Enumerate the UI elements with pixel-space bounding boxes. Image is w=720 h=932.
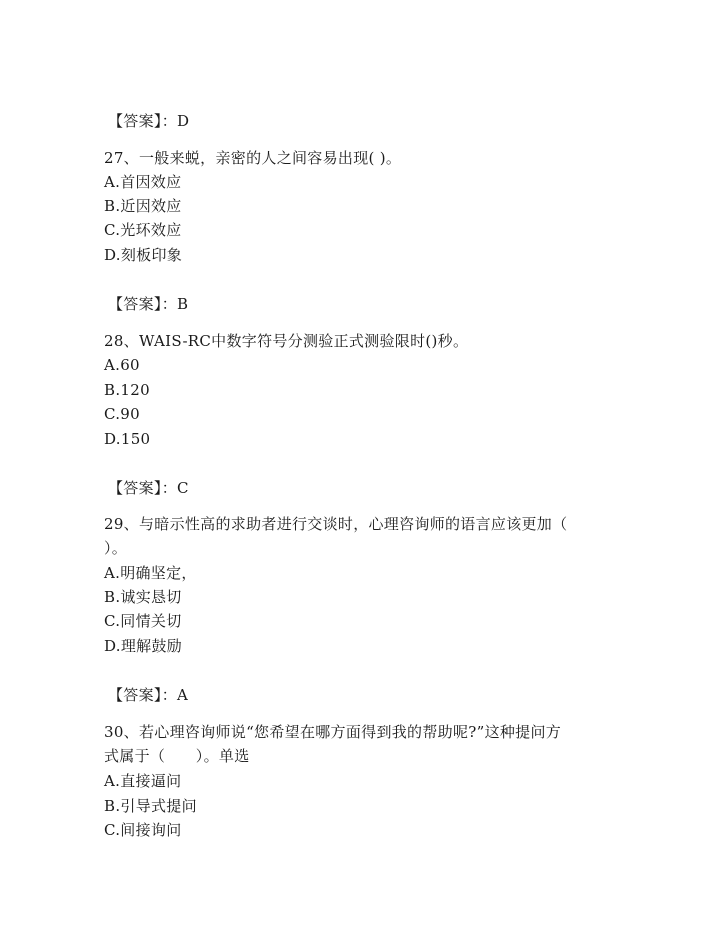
answer-label: 【答案】：C bbox=[108, 479, 189, 497]
question-27-option-c: C.光环效应 bbox=[104, 221, 182, 239]
answer-label: 【答案】：B bbox=[108, 295, 189, 313]
question-28-option-c: C.90 bbox=[104, 405, 140, 423]
question-30-option-c: C.间接询问 bbox=[104, 821, 182, 839]
question-30-text-line-1: 30、若心理咨询师说“您希望在哪方面得到我的帮助呢?”这种提问方 bbox=[104, 723, 562, 741]
question-29-option-d: D.理解鼓励 bbox=[104, 637, 183, 655]
question-28-text: 28、WAIS-RC中数字符号分测验正式测验限时()秒。 bbox=[104, 332, 469, 350]
question-28-option-d: D.150 bbox=[104, 430, 151, 448]
question-30-text-line-2: 式属于（ ）。单选 bbox=[104, 747, 250, 765]
question-28-option-a: A.60 bbox=[104, 356, 140, 374]
question-29-option-a: A.明确坚定， bbox=[104, 564, 197, 582]
question-29-text-line-2: ）。 bbox=[104, 539, 128, 557]
question-30-option-b: B.引导式提问 bbox=[104, 797, 197, 815]
question-27-option-a: A.首因效应 bbox=[104, 173, 182, 191]
question-29-option-b: B.诚实恳切 bbox=[104, 588, 182, 606]
question-27-option-d: D.刻板印象 bbox=[104, 246, 183, 264]
question-30-option-a: A.直接逼问 bbox=[104, 772, 182, 790]
question-28-option-b: B.120 bbox=[104, 381, 150, 399]
answer-label: 【答案】：D bbox=[108, 112, 190, 130]
question-27-option-b: B.近因效应 bbox=[104, 197, 182, 215]
answer-label: 【答案】：A bbox=[108, 686, 189, 704]
question-27-text: 27、一般来蜕，亲密的人之间容易出现( )。 bbox=[104, 149, 402, 167]
question-29-text-line-1: 29、与暗示性高的求助者进行交谈时，心理咨询师的语言应该更加（ bbox=[104, 515, 568, 533]
question-29-option-c: C.同情关切 bbox=[104, 612, 182, 630]
